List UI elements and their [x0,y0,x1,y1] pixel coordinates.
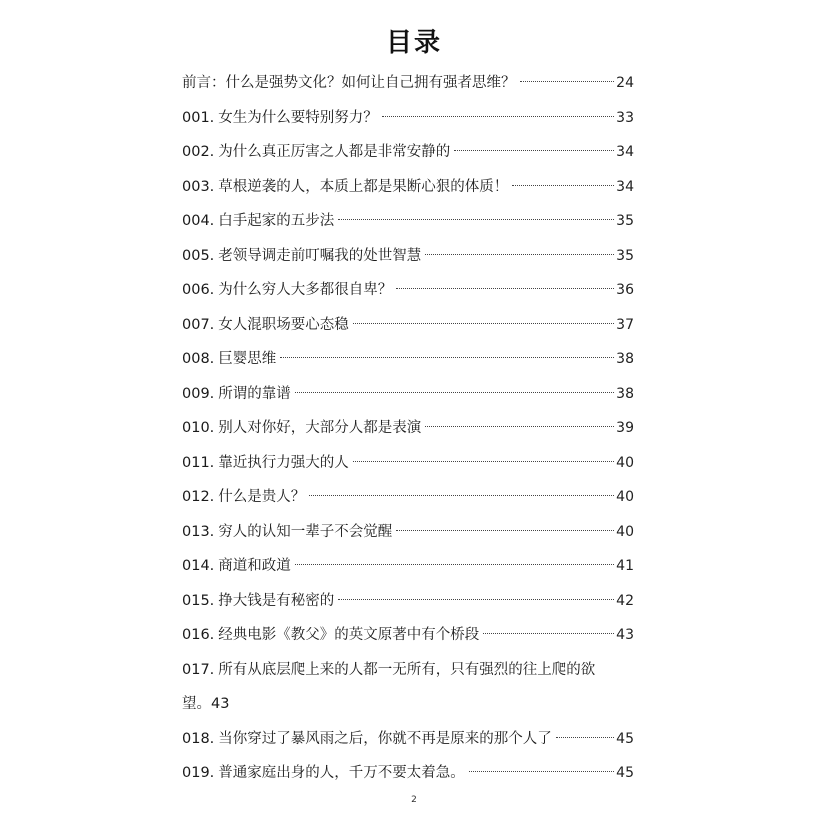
toc-entry[interactable] [182,618,634,653]
toc-entry-title: 靠近执行力强大的人 [218,454,349,471]
toc-entry-title: 为什么真正厉害之人都是非常安静的 [218,144,451,160]
toc-entry-page: 42 [616,592,634,609]
toc-entry-number: 005. [182,247,215,264]
toc-entry-title: 前言：什么是强势文化？如何让自己拥有强者思维？ [182,75,516,91]
toc-entry-number: 016. [182,627,215,643]
toc-entry-page: 35 [616,247,634,264]
toc-entry-title: 所有从底层爬上来的人都一无所有，只有强烈的往上爬的欲 [218,661,596,678]
dot-leader [425,426,614,427]
toc-entry-title: 草根逆袭的人，本质上都是果断心狠的体质！ [218,178,509,195]
toc-entry-number: 014. [182,558,215,574]
dot-leader [353,323,614,324]
toc-entry-title: 商道和政道 [218,558,291,574]
toc-entry[interactable] [182,135,634,170]
dot-leader [396,530,614,531]
toc-entry-title: 白手起家的五步法 [218,213,335,229]
toc-entry-page: 38 [616,351,634,367]
toc-entry-title: 当你穿过了暴风雨之后，你就不再是原来的那个人了 [218,730,552,747]
toc-entry-page: 40 [616,523,634,540]
dot-leader [295,392,614,393]
toc-entry-title: 女生为什么要特别努力？ [218,109,378,126]
toc-entry[interactable] [182,653,634,722]
toc-entry[interactable] [182,584,634,619]
toc-entry[interactable] [182,273,634,308]
dot-leader [382,116,614,117]
toc-entry-title: 普通家庭出身的人，千万不要太着急。 [218,765,465,781]
toc-entry[interactable] [182,101,634,136]
toc-entry-page: 39 [616,420,634,436]
toc-entry-page: 40 [616,489,634,505]
toc-entry-page: 34 [616,144,634,160]
toc-entry[interactable] [182,549,634,584]
toc-entry-title: 老领导调走前叮嘱我的处世智慧 [218,247,422,264]
dot-leader [512,185,614,186]
toc-entry-number: 010. [182,420,215,436]
dot-leader [338,599,614,600]
toc-entry-number: 004. [182,213,215,229]
toc-entry[interactable] [182,204,634,239]
toc-entry[interactable] [182,66,634,101]
toc-entry-number: 017. [182,661,215,678]
toc-entry-number: 013. [182,523,215,540]
dot-leader [396,288,614,289]
toc-entry-page: 35 [616,213,634,229]
toc-entry-page: 43 [616,627,634,643]
toc-entry-page: 40 [616,454,634,471]
toc-entry[interactable] [182,411,634,446]
toc-entry-title: 巨婴思维 [218,351,277,367]
table-of-contents [182,66,634,791]
toc-entry-title: 别人对你好，大部分人都是表演 [218,420,422,436]
dot-leader [295,564,614,565]
toc-entry[interactable] [182,170,634,205]
toc-entry-page: 34 [616,178,634,195]
dot-leader [483,633,614,634]
toc-entry[interactable] [182,377,634,412]
toc-entry-page: 36 [616,282,634,298]
toc-entry[interactable] [182,480,634,515]
toc-entry[interactable] [182,308,634,343]
toc-entry-number: 011. [182,454,215,471]
toc-entry-title: 经典电影《教父》的英文原著中有个桥段 [218,627,480,643]
toc-entry-number: 008. [182,351,215,367]
toc-entry-page: 37 [616,316,634,333]
dot-leader [280,357,614,358]
toc-entry-number: 007. [182,316,215,333]
toc-entry-number: 003. [182,178,215,195]
toc-entry[interactable] [182,722,634,757]
toc-entry[interactable] [182,515,634,550]
toc-entry-number: 009. [182,385,215,402]
dot-leader [520,81,615,82]
page-title: 目录 [385,28,442,58]
toc-entry-title: 什么是贵人？ [218,489,306,505]
dot-leader [454,150,614,151]
toc-entry-page: 24 [616,75,634,91]
toc-entry-title-line2: 望。43 [182,696,230,712]
toc-entry-title: 为什么穷人大多都很自卑？ [218,282,393,298]
toc-entry[interactable] [182,239,634,274]
toc-entry-page: 45 [616,730,634,747]
toc-entry-page: 38 [616,385,634,402]
toc-entry-number: 001. [182,109,215,126]
toc-entry-number: 018. [182,730,215,747]
toc-entry-page: 45 [616,765,634,781]
dot-leader [556,737,614,738]
toc-entry-title: 挣大钱是有秘密的 [218,592,335,609]
toc-entry-number: 015. [182,592,215,609]
toc-entry-title: 女人混职场要心态稳 [218,316,349,333]
toc-entry-number: 002. [182,144,215,160]
toc-entry-title: 所谓的靠谱 [218,385,291,402]
toc-entry[interactable] [182,342,634,377]
toc-entry-page: 41 [616,558,634,574]
dot-leader [469,771,614,772]
toc-entry-number: 019. [182,765,215,781]
toc-entry[interactable] [182,446,634,481]
toc-entry-title-line1 [182,653,634,688]
dot-leader [425,254,614,255]
toc-entry-title: 穷人的认知一辈子不会觉醒 [218,523,393,540]
dot-leader [353,461,614,462]
dot-leader [309,495,614,496]
toc-entry-page: 33 [616,109,634,126]
toc-entry[interactable] [182,756,634,791]
page-number: 2 [411,795,417,805]
toc-entry-number: 012. [182,489,215,505]
toc-entry-number: 006. [182,282,215,298]
dot-leader [338,219,614,220]
